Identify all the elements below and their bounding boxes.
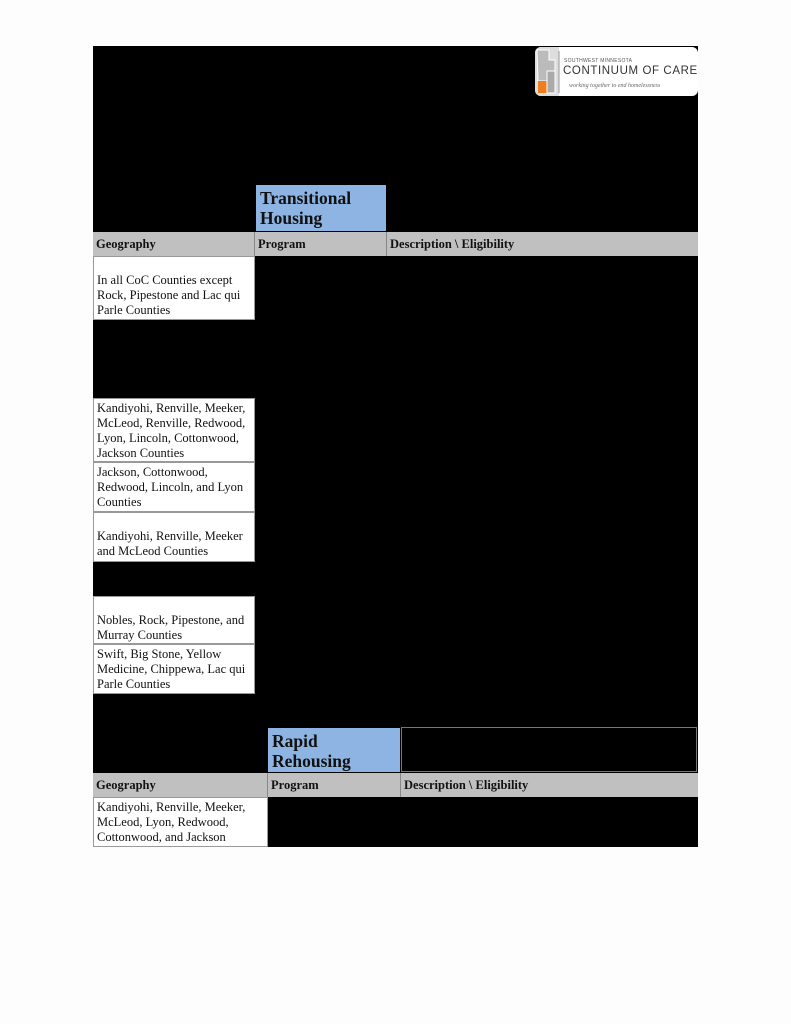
section-title-rapid-rehousing — [268, 728, 400, 772]
logo-small-text: SOUTHWEST MINNESOTA — [564, 58, 633, 64]
section-divider — [401, 727, 697, 772]
table-cell-geography: In all CoC Counties except Rock, Pipestone and Lac qui Parle Counties — [93, 256, 255, 320]
table-cell-geography: Jackson, Cottonwood, Redwood, Lincoln, and Lyon Counties — [93, 462, 255, 512]
table-header-row — [93, 232, 698, 256]
table-cell-geography: Kandiyohi, Renville, Meeker and McLeod Counties — [93, 512, 255, 562]
continuum-of-care-logo — [535, 47, 698, 96]
table-cell-geography: Kandiyohi, Renville, Meeker, McLeod, Lyon, Redwood, Cottonwood, and Jackson — [93, 797, 268, 847]
section-title-line: Rapid — [272, 731, 318, 751]
section-title-transitional-housing — [256, 185, 386, 231]
column-header-description: Description \ Eligibility — [404, 778, 529, 792]
column-header-geography: Geography — [93, 232, 255, 256]
logo-tagline: working together to end homelessness — [569, 83, 661, 89]
table-header-row — [93, 773, 698, 797]
column-header-program: Program — [255, 232, 387, 256]
table-cell-geography: Nobles, Rock, Pipestone, and Murray Counties — [93, 596, 255, 644]
table-cell-geography: Kandiyohi, Renville, Meeker, McLeod, Renville, Redwood, Lyon, Lincoln, Cottonwood, Jackson Counties — [93, 398, 255, 462]
section-title-line: Transitional — [260, 188, 352, 208]
table-cell-geography: Swift, Big Stone, Yellow Medicine, Chippewa, Lac qui Parle Counties — [93, 644, 255, 694]
section-title-line: Housing — [260, 208, 323, 228]
column-header-geography: Geography — [93, 773, 268, 797]
column-header-description: Description \ Eligibility — [390, 237, 515, 251]
section-title-line: Rehousing — [272, 751, 351, 771]
column-header-program: Program — [268, 773, 401, 797]
logo-main-text: CONTINUUM OF CARE — [563, 65, 698, 77]
